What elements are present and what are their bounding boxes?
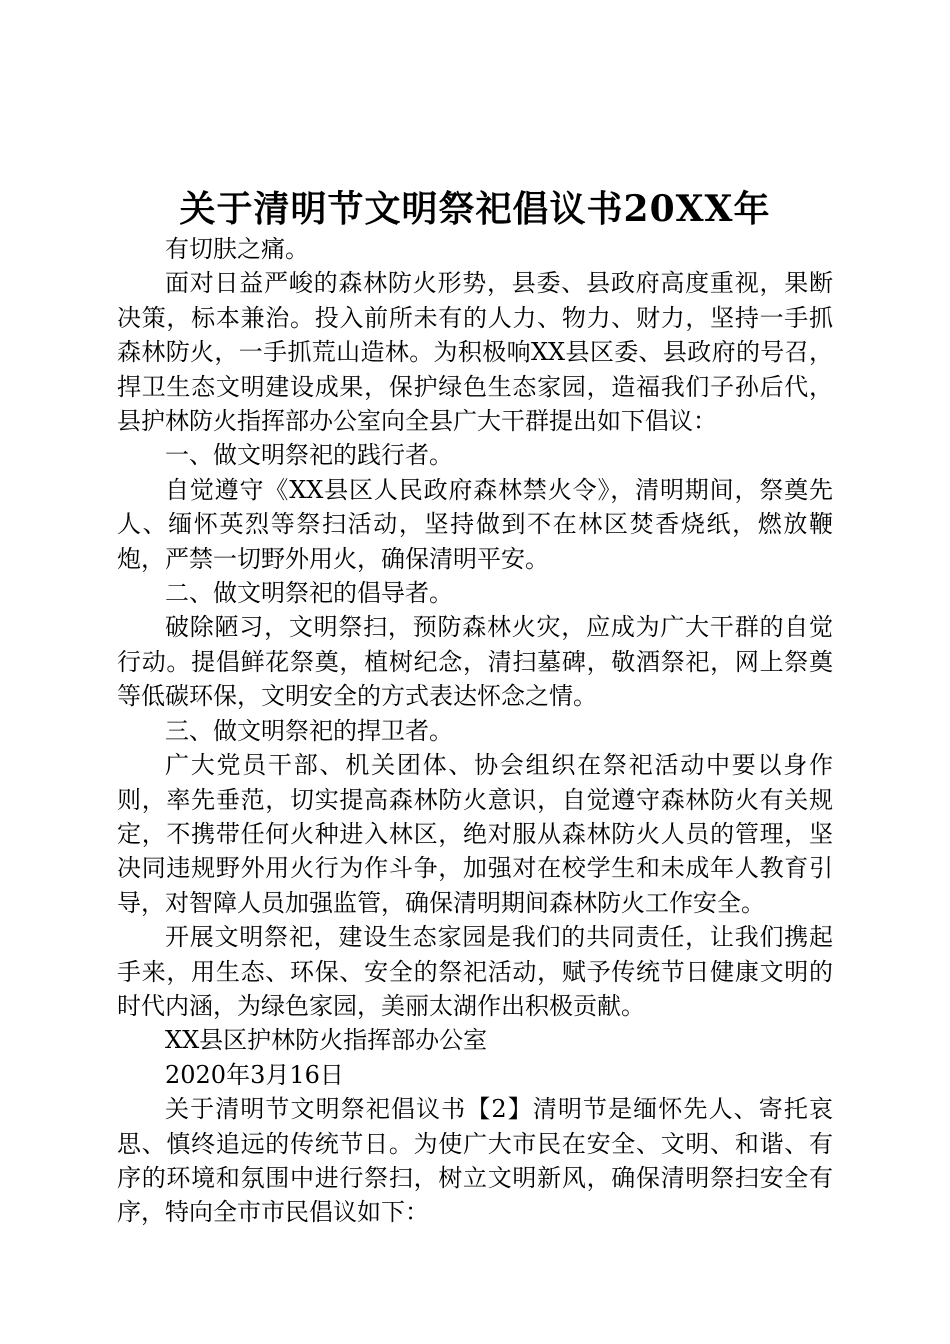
signature-office: XX县区护林防火指挥部办公室	[165, 1026, 488, 1055]
signature-date: 2020年3月16日	[165, 1060, 344, 1089]
paragraph-closing: 开展文明祭祀，建设生态家园是我们的共同责任，让我们携起手来，用生态、环保、安全的祭祀活动，赋予传统节日健康文明的时代内涵，为绿色家园，美丽太湖作出积极贡献。	[117, 923, 833, 1020]
document-body	[117, 232, 833, 1230]
document-title: 关于清明节文明祭祀倡议书20XX年	[179, 188, 771, 230]
paragraph-item-one: 自觉遵守《XX县区人民政府森林禁火令》，清明期间，祭奠先人、缅怀英烈等祭扫活动，坚持做到不在林区焚香烧纸，燃放鞭炮，严禁一切野外用火，确保清明平安。	[117, 475, 833, 573]
paragraph-intro-fragment: 有切肤之痛。	[165, 235, 309, 263]
paragraph-second-proposal: 关于清明节文明祭祀倡议书【2】清明节是缅怀先人、寄托哀思、慎终追远的传统节日。为使广大市民在安全、文明、和谐、有序的环境和氛围中进行祭扫，树立文明新风，确保清明祭扫安全有序，特向全市市民倡议如下：	[117, 1095, 833, 1227]
paragraph-item-two: 破除陋习，文明祭扫，预防森林火灾，应成为广大干群的自觉行动。提倡鲜花祭奠，植树纪念，清扫墓碑，敬酒祭祀，网上祭奠等低碳环保，文明安全的方式表达怀念之情。	[117, 613, 833, 711]
heading-item-three: 三、做文明祭祀的捍卫者。	[165, 716, 453, 745]
heading-item-two: 二、做文明祭祀的倡导者。	[165, 579, 453, 608]
paragraph-background: 面对日益严峻的森林防火形势，县委、县政府高度重视，果断决策，标本兼治。投入前所未有的人力、物力、财力，坚持一手抓森林防火，一手抓荒山造林。为积极响XX县区委、县政府的号召，捍卫生态文明建设成果，保护绿色生态家园，造福我们子孙后代，县护林防火指挥部办公室向全县广大干群提出如下倡议：	[117, 269, 833, 436]
paragraph-item-three: 广大党员干部、机关团体、协会组织在祭祀活动中要以身作则，率先垂范，切实提高森林防火意识，自觉遵守森林防火有关规定，不携带任何火种进入林区，绝对服从森林防火人员的管理，坚决同违规野外用火行为作斗争，加强对在校学生和未成年人教育引导，对智障人员加强监管，确保清明期间森林防火工作安全。	[117, 751, 833, 917]
heading-item-one: 一、做文明祭祀的践行者。	[165, 441, 453, 470]
